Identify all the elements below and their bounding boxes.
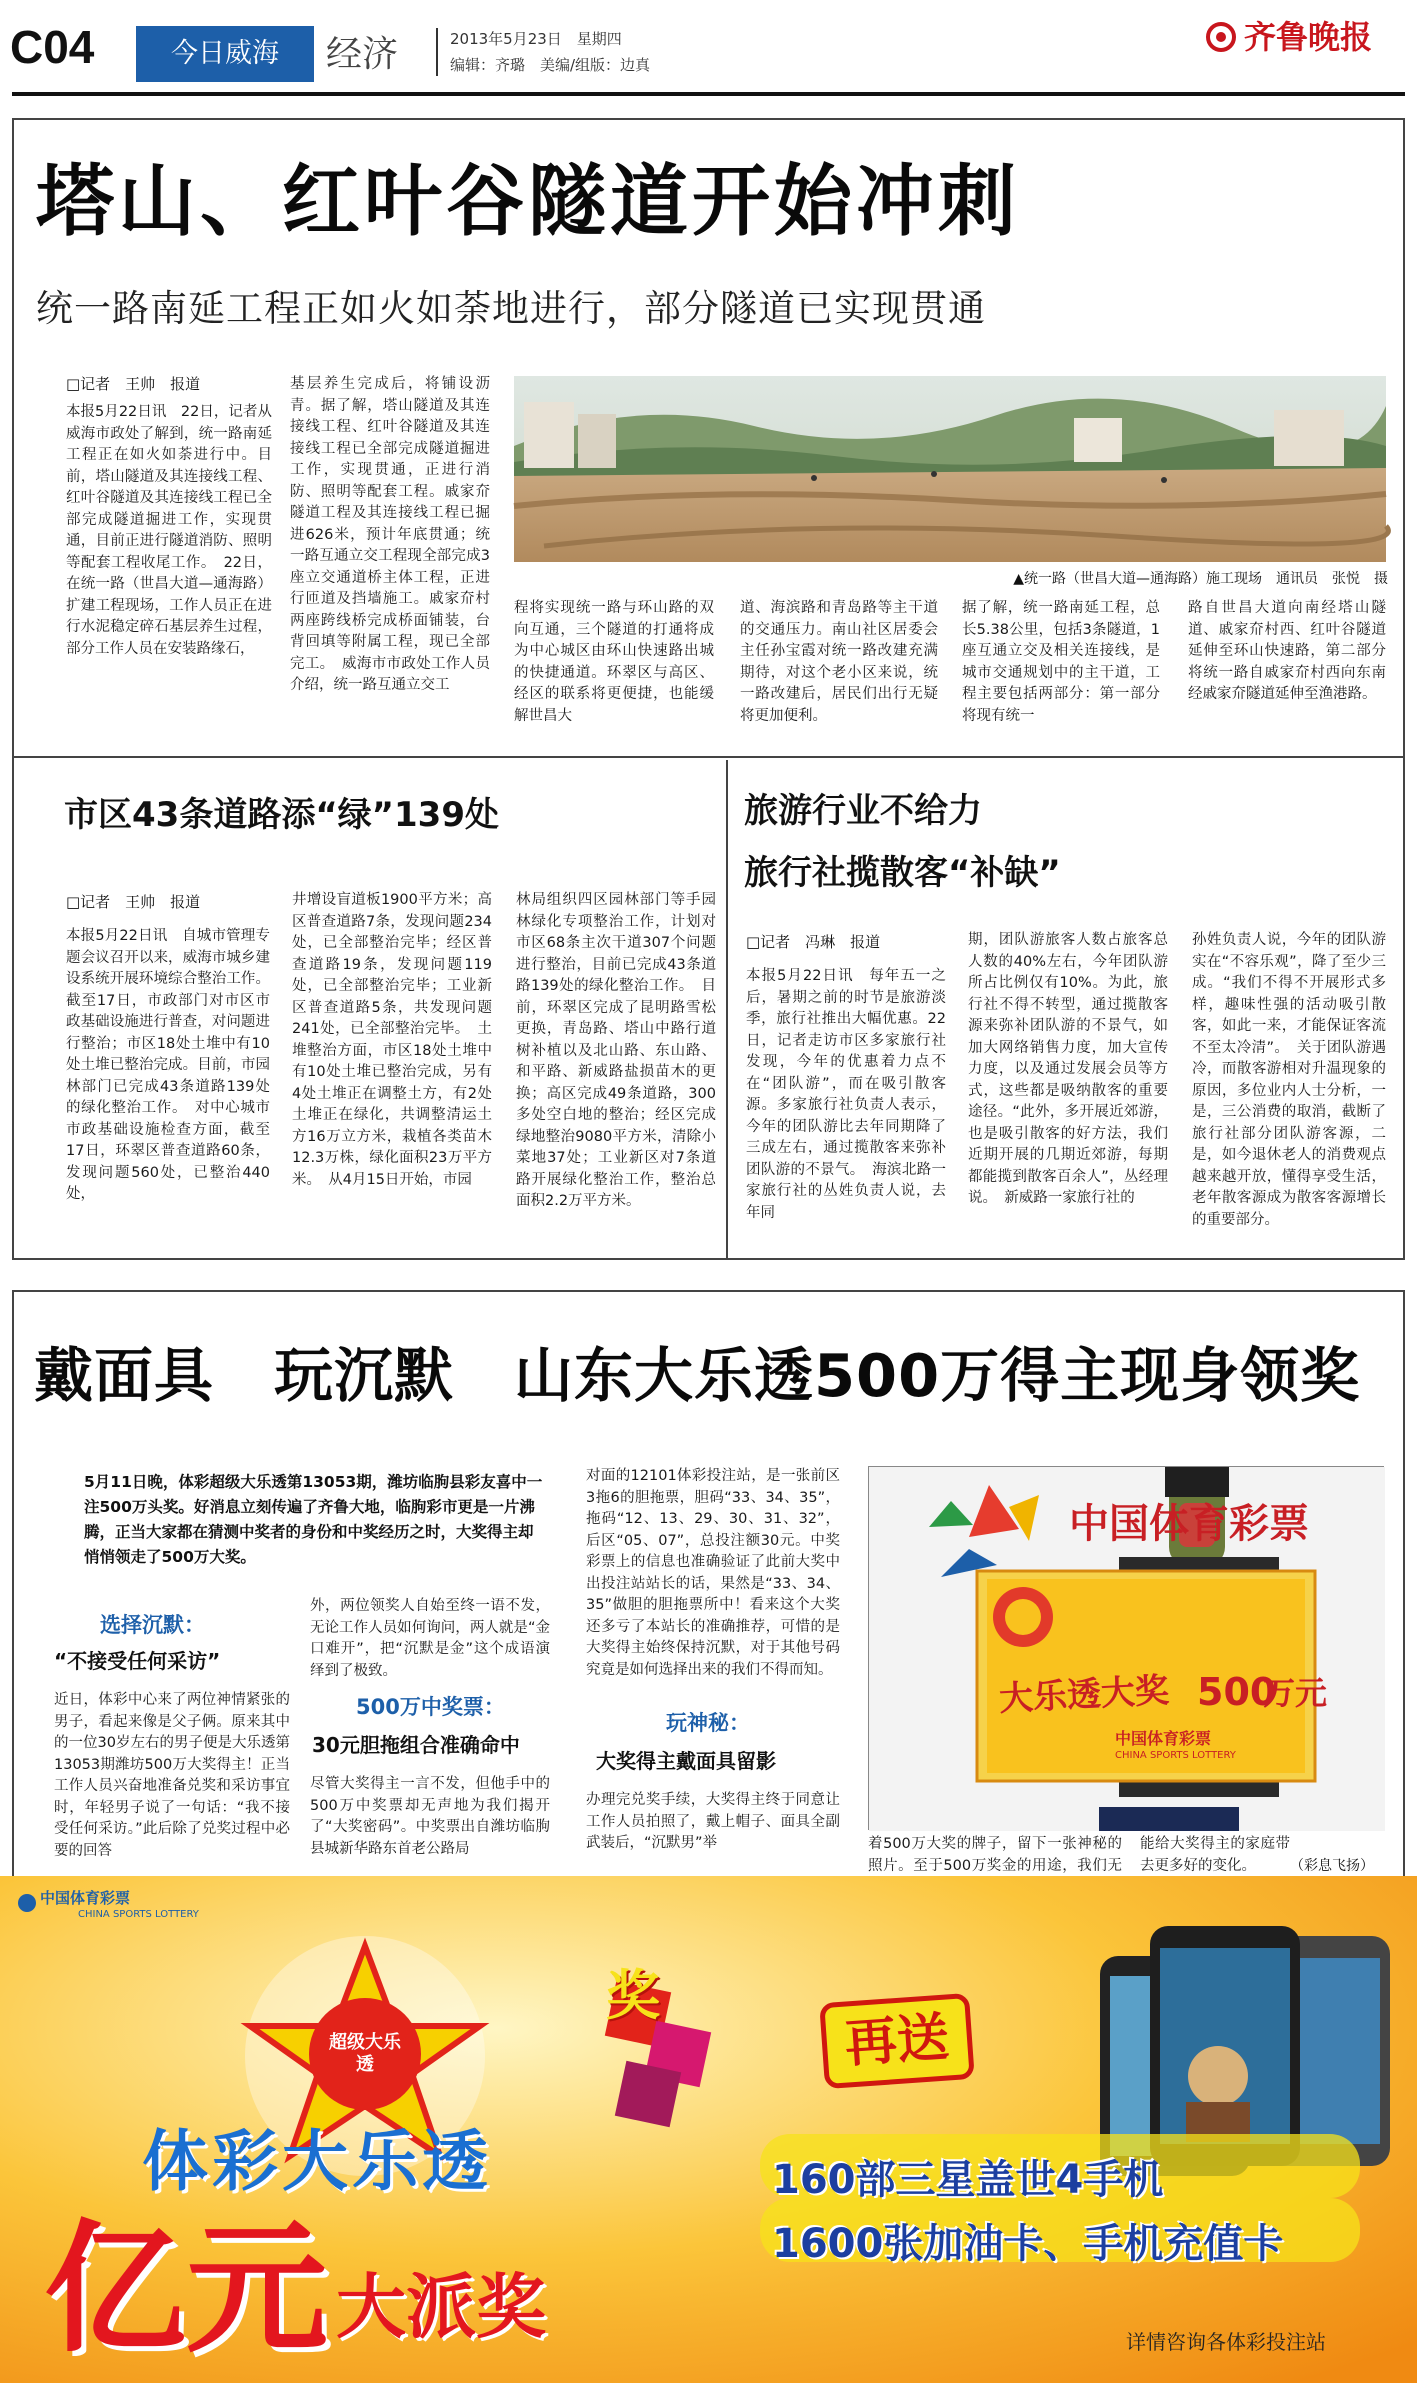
ad-prize-char: 奖 (606, 1964, 660, 2027)
headline-lottery: 戴面具 玩沉默 山东大乐透500万得主现身领奖 (34, 1341, 1361, 1410)
photo-banner-text: 中国体育彩票 (1069, 1501, 1309, 1547)
subhead-quote: “不接受任何采访” (54, 1649, 221, 1673)
article-1-col-3: 程将实现统一路与环山路的双向互通，三个隧道的打通将成为中心城区由环山快速路出城的快捷通道。环翠区与高区、经区的联系将更便捷，也能缓解世昌大 (514, 600, 714, 724)
subhead-ticket-detail: 30元胆拖组合准确命中 (312, 1733, 520, 1757)
photo-sign-amount: 500 (1197, 1670, 1277, 1714)
winner-photo (868, 1466, 1384, 1830)
editor-credits: 编辑：齐璐 美编/组版：边真 (450, 56, 651, 74)
ad-bonus-badge: 再送 (819, 1993, 975, 2089)
ad-big-text: 亿元 (44, 2207, 328, 2372)
byline: □记者 王帅 报道 (66, 893, 201, 911)
ad-brand-en: CHINA SPORTS LOTTERY (78, 1909, 199, 1920)
header-rule (12, 92, 1405, 96)
article-3-col-1: 本报5月22日讯 每年五一之后，暑期之前的时节是旅游淡季，旅行社推出大幅优惠。22日，记者走访市区多家旅行社发现，今年的优惠着力点不在“团队游”，而在吸引散客源。多家旅行社负责人表示，今年的团队游比去年同期降了三成左右，通过揽散客来弥补团队游的不景气。 海滨北路一家旅行社的丛姓负责人说，去年同 (746, 968, 946, 1221)
article-1-col-1: 本报5月22日讯 22日，记者从威海市政处了解到，统一路南延工程正在如火如荼进行中。目前，塔山隧道及其连接线工程、红叶谷隧道及其连接线工程已全部完成隧道掘进工作，实现贯通，目前正进行隧道消防、照明等配套工程收尾工作。 22日，在统一路（世昌大道—通海路）扩建工程现场，工作人员正在进行水泥稳定碎石基层养生过程，部分工作人员在安装路缘石， (66, 404, 272, 657)
subhead-silence: 选择沉默： (100, 1613, 205, 1637)
article-2-col-3: 林局组织四区园林部门等手园林绿化专项整治工作，计划对市区68条主次干道307个问题进行整治，目前已完成43条道路139处的绿化整治工作。 目前，环翠区完成了昆明路雪松更换，青岛路、塔山中路行道树补植以及北山路、东山路、和平路、新威路盐损苗木的更换；高区完成49条道路，300多处空白地的整治；经区完成绿地整治9080平方米，清除小菜地37处；工业新区对7条道路开展绿化整治工作，整治总面积2.2万平方米。 (516, 892, 716, 1209)
article-4-col-2a: 外，两位领奖人自始至终一语不发，无论工作人员如何询问，两人就是“金口难开”，把“沉默是金”这个成语演绎到了极致。 (310, 1598, 550, 1679)
subhead-mystery: 玩神秘： (666, 1711, 750, 1735)
ad-line-1: 160部三星盖世4手机 (772, 2157, 1164, 2203)
article-credit: （彩息飞扬） (1290, 1858, 1374, 1874)
newspaper-name: 齐鲁晚报 (1244, 18, 1373, 56)
byline: □记者 冯琳 报道 (746, 933, 881, 951)
photo-caption: ▲统一路（世昌大道—通海路）施工现场 通讯员 张悦 摄 (1013, 571, 1388, 587)
ad-footer[interactable]: 详情咨询各体彩投注站 (1126, 2330, 1326, 2354)
box-bottom-rule (12, 1258, 1405, 1260)
column-divider (726, 760, 728, 1260)
article-4-col-2b: 尽管大奖得主一言不发，但他手中的500万中奖票却无声地为我们揭开了“大奖密码”。中奖票出自潍坊临朐县城新华路东首老公路局 (310, 1776, 550, 1857)
ad-line-2: 1600张加油卡、手机充值卡 (772, 2221, 1284, 2267)
newspaper-logo (1206, 14, 1404, 60)
article-3-col-2: 期，团队游旅客人数占旅客总人数的40%左右，今年团队游所占比例仅有10%。为此，旅行社不得不转型，通过揽散客源来弥补团队游的不景气，如加大网络销售力度，加大宣传力度，以及通过发展会员等方式，这些都是吸纳散客的重要途径。“此外，多开展近郊游，也是吸引散客的好方法，我们近期开展的几期近郊游，每期都能揽到散客百余人”，丛经理说。 新威路一家旅行社的 (968, 932, 1168, 1206)
article-4-col-5: 能给大奖得主的家庭带去更多好的变化。 (1140, 1836, 1290, 1874)
article-1-col-6: 路自世昌大道向南经塔山隧道、戚家夼村西、红叶谷隧道延伸至环山快速路，第二部分将统一路自戚家夼村西向东南经戚家夼隧道延伸至渔港路。 (1188, 600, 1386, 702)
construction-photo-illustration (514, 376, 1386, 562)
article-1-col-2: 基层养生完成后，将铺设沥青。据了解，塔山隧道及其连接线工程、红叶谷隧道及其连接线工程已全部完成隧道掘进工作，实现贯通，正进行消防、照明等配套工程。戚家夼隧道工程及其连接线工程已掘进626米，预计年底贯通；统一路互通立交工程现全部完成3座立交通道桥主体工程，正进行匝道及挡墙施工。戚家夼村两座跨线桥完成桥面铺装，台背回填等附属工程，现已全部完工。 威海市市政处工作人员介绍，统一路互通立交工 (290, 376, 490, 693)
header-divider (436, 28, 438, 76)
ad-big-text-2: 大派奖 (336, 2266, 546, 2348)
article-4-col-4: 着500万大奖的牌子，留下一张神秘的照片。至于500万奖金的用途，我们无 (868, 1836, 1122, 1874)
section-tab[interactable]: 今日威海 (136, 26, 314, 82)
ad-brand-icon (18, 1894, 36, 1912)
article-4-col-3a: 对面的12101体彩投注站，是一张前区3拖6的胆拖票，胆码“33、34、35”，拖码“12、13、29、30、31、32”，后区“05、07”，总投注额30元。中奖彩票上的信息也准确验证了此前大奖中出投注站站长的话，果然是“33、34、35”做胆的胆拖票所中！看来这个大奖还多亏了本站长的准确推荐，可惜的是大奖得主始终保持沉默，对于其他号码究竟是如何选择出来的我们不得而知。 (586, 1468, 840, 1678)
subheadline-tourism: 旅行社揽散客“补缺” (744, 853, 1061, 893)
ad-brand: 中国体育彩票 (40, 1889, 131, 1907)
article-2-col-1: 本报5月22日讯 自城市管理专题会议召开以来，威海市城乡建设系统开展环境综合整治工作。截至17日，市政部门对市区市政基础设施进行普查，对问题进行整治；市区18处土堆中有10处土堆已整治完成。目前，市园林部门已完成43条道路139处的绿化整治工作。 对中心城市市政基础设施检查方面，截至17日，环翠区普查道路60条，发现问题560处，已整治440处， (66, 928, 270, 1202)
photo-sign-brand-en: CHINA SPORTS LOTTERY (1115, 1750, 1236, 1761)
divider-rule (12, 756, 1405, 758)
subhead-ticket: 500万中奖票： (356, 1695, 505, 1719)
headline-greening: 市区43条道路添“绿”139处 (64, 795, 499, 835)
photo-sign-text: 大乐透大奖 (998, 1670, 1170, 1720)
article-2-col-2: 井增设盲道板1900平方米；高区普查道路7条，发现问题234处，已全部整治完毕；经区普查道路19条，发现问题119处，已全部整治完毕；工业新区普查道路5条，共发现问题241处，已全部整治完毕。 土堆整治方面，市区18处土堆中有10处土堆已整治完成，另有4处土堆正在调整土方，有2处土堆正在绿化，共调整清运土方16万立方米，栽植各类苗木12.3万株，绿化面积23万平方米。 从4月15日开始，市园 (292, 892, 492, 1188)
subhead-mask: 大奖得主戴面具留影 (596, 1749, 776, 1773)
logo-icon (1206, 22, 1236, 52)
channel-label: 经济 (326, 34, 399, 75)
photo-sign-unit: 万元 (1263, 1674, 1328, 1712)
subheadline-tunnels: 统一路南延工程正如火如荼地进行，部分隧道已实现贯通 (36, 287, 986, 330)
byline: □记者 王帅 报道 (66, 375, 201, 393)
ad-title: 体彩大乐透 (142, 2123, 492, 2200)
article-1-col-4: 道、海滨路和青岛路等主干道的交通压力。南山社区居委会主任孙宝霞对统一路改建充满期待，对这个老小区来说，统一路改建后，居民们出行无疑将更加便利。 (740, 600, 938, 724)
ad-badge: 超级大乐透 (329, 2032, 401, 2075)
construction-photo (514, 376, 1386, 562)
article-4-col-1: 近日，体彩中心来了两位神情紧张的男子，看起来像是父子俩。原来其中的一位30岁左右的男子便是大乐透第13053期潍坊500万大奖得主！正当工作人员兴奋地准备兑奖和采访事宜时，年轻男子说了一句话：“我不接受任何采访。”此后除了兑奖过程中必要的回答 (54, 1692, 290, 1859)
headline-tourism: 旅游行业不给力 (744, 791, 982, 831)
issue-date: 2013年5月23日 星期四 (450, 30, 622, 48)
article-1-col-5: 据了解，统一路南延工程，总长5.38公里，包括3条隧道，1座互通立交及相关连接线，是城市交通规划中的主干道，工程主要包括两部分：第一部分将现有统一 (962, 600, 1160, 724)
article-4-col-3b: 办理完兑奖手续，大奖得主终于同意让工作人员拍照了，戴上帽子、面具全副武装后，“沉默男”举 (586, 1792, 840, 1851)
page-number: C04 (10, 21, 95, 73)
headline-tunnels: 塔山、红叶谷隧道开始冲刺 (36, 157, 1021, 247)
article-3-col-3: 孙姓负责人说，今年的团队游实在“不容乐观”，降了至少三成。“我们不得不开展形式多样，趣味性强的活动吸引散客，如此一来，才能保证客流不至太冷清”。 关于团队游遇冷，而散客游相对升温现象的原因，多位业内人士分析，一是，三公消费的取消，截断了旅行社部分团队游客源，二是，如今退休老人的消费观点越来越开放，懂得享受生活，老年散客源成为散客客源增长的重要部分。 (1192, 932, 1386, 1228)
lottery-lead: 5月11日晚，体彩超级大乐透第13053期，潍坊临朐县彩友喜中一注500万头奖。好消息立刻传遍了齐鲁大地，临朐彩市更是一片沸腾，正当大家都在猜测中奖者的身份和中奖经历之时，大奖得主却悄悄领走了500万大奖。 (84, 1473, 543, 1566)
photo-sign-brand: 中国体育彩票 (1115, 1729, 1212, 1748)
